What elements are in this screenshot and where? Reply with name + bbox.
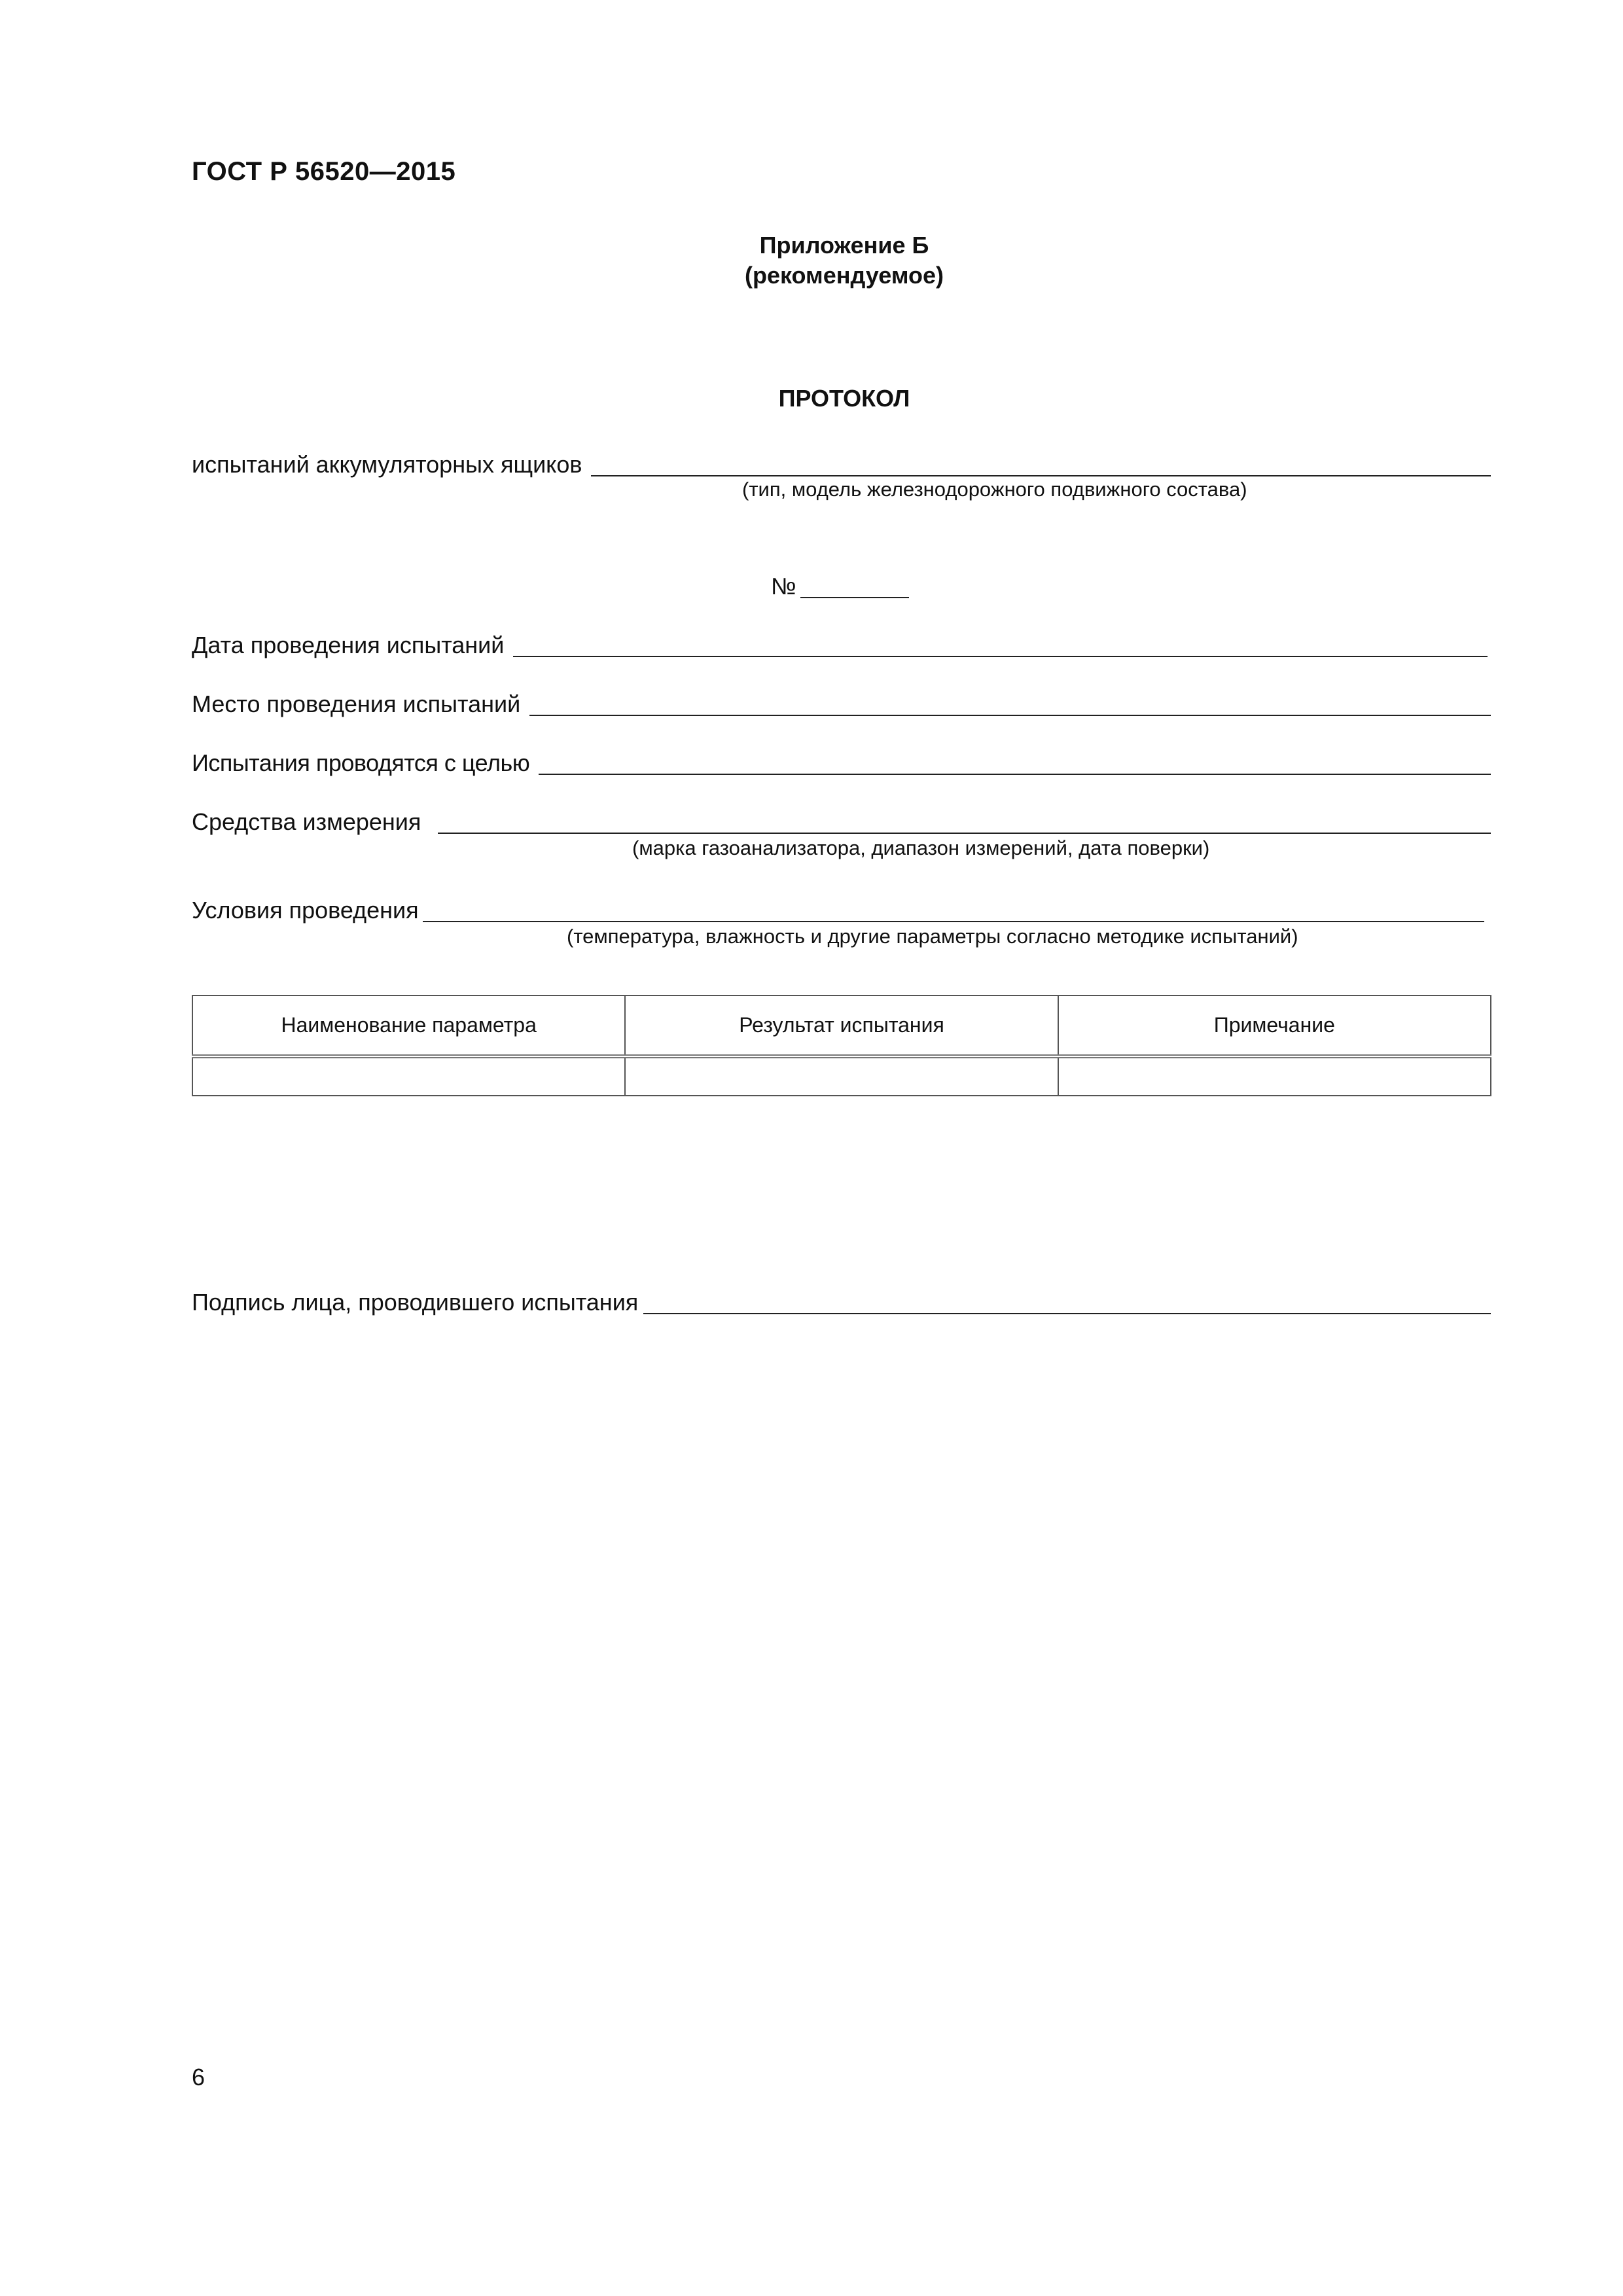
signature-input-line[interactable] xyxy=(643,1291,1491,1314)
conditions-hint: (температура, влажность и другие параметры согласно методике испытаний) xyxy=(567,925,1298,948)
conditions-label: Условия проведения xyxy=(192,897,419,924)
subject-input-line[interactable] xyxy=(591,453,1491,476)
test-date-input-line[interactable] xyxy=(513,634,1488,657)
signature-label: Подпись лица, проводившего испытания xyxy=(192,1289,639,1316)
column-header-result: Результат испытания xyxy=(625,996,1058,1056)
subject-field xyxy=(192,446,1491,478)
appendix-status: (рекомендуемое) xyxy=(745,262,944,289)
page-number: 6 xyxy=(192,2064,205,2090)
test-date-label: Дата проведения испытаний xyxy=(192,632,505,658)
instruments-field xyxy=(192,804,1491,835)
test-date-field xyxy=(192,627,1488,658)
subject-label: испытаний аккумуляторных ящиков xyxy=(192,451,582,478)
conditions-field xyxy=(192,892,1484,924)
table-row xyxy=(192,1056,1491,1096)
test-place-input-line[interactable] xyxy=(529,692,1491,716)
results-header-row xyxy=(192,996,1491,1056)
parameter-cell[interactable] xyxy=(192,1056,625,1096)
test-place-label: Место проведения испытаний xyxy=(192,691,521,717)
result-cell[interactable] xyxy=(625,1056,1058,1096)
signature-field xyxy=(192,1284,1491,1316)
column-header-note: Примечание xyxy=(1058,996,1491,1056)
note-cell[interactable] xyxy=(1058,1056,1491,1096)
instruments-hint: (марка газоанализатора, диапазон измерений, дата поверки) xyxy=(632,836,1210,859)
results-table xyxy=(192,995,1491,1096)
protocol-title: ПРОТОКОЛ xyxy=(778,385,910,412)
protocol-number-field xyxy=(771,569,909,600)
instruments-label: Средства измерения xyxy=(192,808,421,835)
number-label: № xyxy=(771,573,796,600)
subject-hint: (тип, модель железнодорожного подвижного состава) xyxy=(742,478,1247,501)
number-input-line[interactable] xyxy=(800,575,909,598)
test-place-field xyxy=(192,686,1491,717)
test-purpose-input-line[interactable] xyxy=(539,751,1491,775)
test-purpose-label: Испытания проводятся с целью xyxy=(192,749,530,776)
test-purpose-field xyxy=(192,745,1491,776)
appendix-title: Приложение Б xyxy=(759,232,929,259)
column-header-parameter: Наименование параметра xyxy=(192,996,625,1056)
instruments-input-line[interactable] xyxy=(438,810,1491,834)
standard-id: ГОСТ Р 56520—2015 xyxy=(192,157,456,186)
conditions-input-line[interactable] xyxy=(423,899,1484,922)
